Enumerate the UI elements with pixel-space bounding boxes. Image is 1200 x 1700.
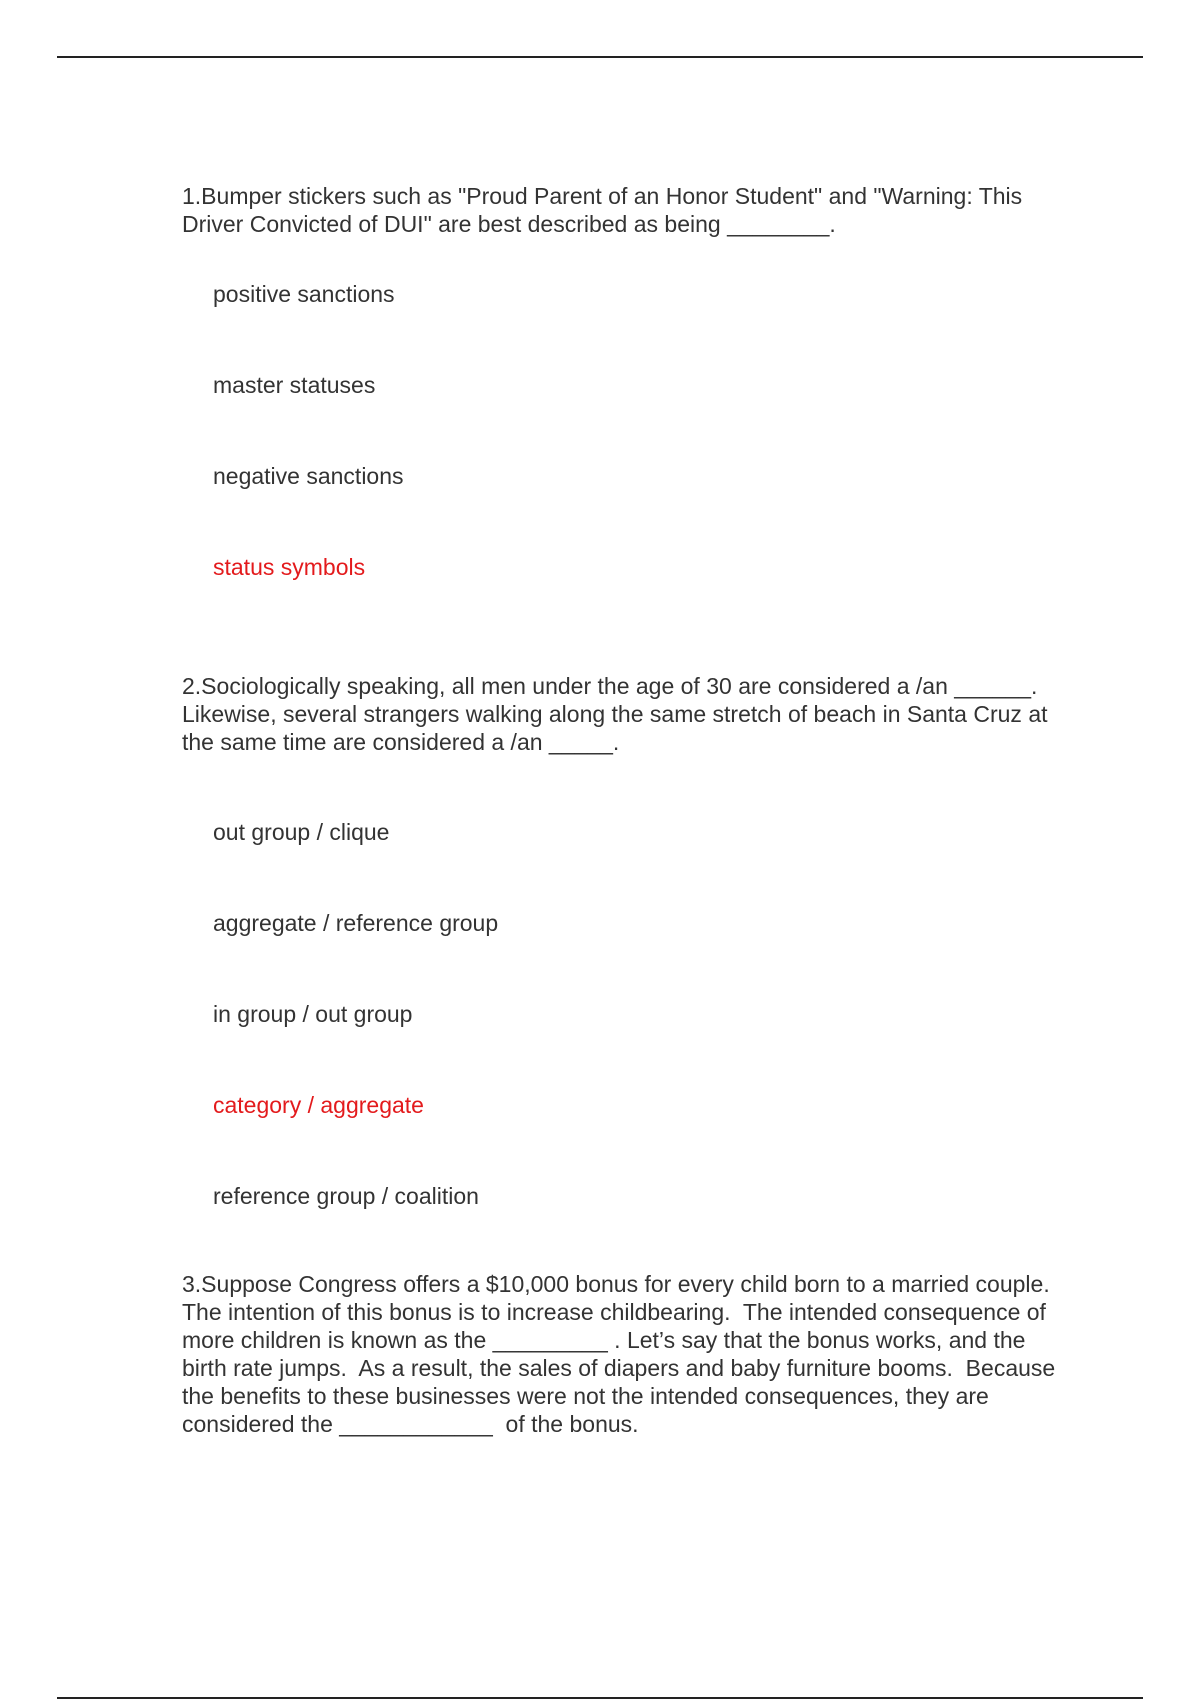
q2-option-3: in group / out group — [213, 1001, 413, 1027]
q1-option-2: master statuses — [213, 372, 376, 398]
q1-option-3: negative sanctions — [213, 463, 404, 489]
q2-option-1: out group / clique — [213, 819, 390, 845]
q2-option-4-correct: category / aggregate — [213, 1092, 424, 1118]
question-2-text: 2.Sociologically speaking, all men under the age of 30 are considered a /an ______. Likewise, several strangers walking along the same stretch of beach in Santa Cruz at the same time are considered a /an _____. — [182, 673, 1070, 755]
q2-option-2: aggregate / reference group — [213, 910, 499, 936]
q2-option-5: reference group / coalition — [213, 1183, 479, 1209]
header-rule — [57, 56, 1143, 58]
footer-rule — [57, 1697, 1143, 1699]
q1-option-4-correct: status symbols — [213, 554, 366, 580]
question-3-text: 3.Suppose Congress offers a $10,000 bonus for every child born to a married couple. The intention of this bonus is to increase childbearing. The intended consequence of more children is known as the _________ . Let’s say that the bonus works, and the birth rate jumps. As a result, the sales of diapers and baby furniture booms. Because the benefits to these businesses were not the intended consequences, they are considered the ____________ of the bonus. — [182, 1271, 1063, 1437]
question-1-text: 1.Bumper stickers such as "Proud Parent of an Honor Student" and "Warning: This Driver Convicted of DUI" are best described as being ________. — [182, 183, 1029, 237]
q1-option-1: positive sanctions — [213, 281, 395, 307]
